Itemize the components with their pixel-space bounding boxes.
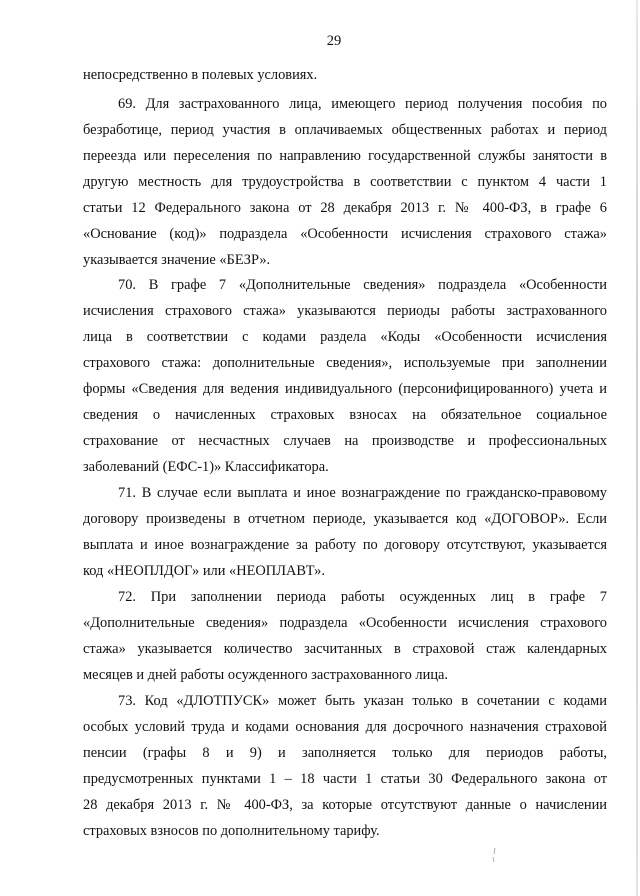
paragraph-70-line: 70. В графе 7 «Дополнительные сведения» подраздела «Особенности (118, 277, 607, 293)
paragraph-70-line: страхового стажа: дополнительные сведения», используемые при заполнении (83, 355, 607, 371)
paragraph-72-line: месяцев и дней работы осужденного застрахованного лица. (83, 667, 448, 683)
paragraph-72-line: 72. При заполнении периода работы осужденных лиц в графе 7 (118, 589, 607, 605)
paragraph-72-line: «Дополнительные сведения» подраздела «Особенности исчисления страхового (83, 615, 607, 631)
paragraph-73-line: предусмотренных пунктами 1 – 18 части 1 статьи 30 Федерального закона от (83, 771, 607, 787)
paragraph-70-line: формы «Сведения для ведения индивидуального (персонифицированного) учета и (83, 381, 607, 397)
paragraph-69-line: статьи 12 Федерального закона от 28 декабря 2013 г. № 400-ФЗ, в графе 6 (83, 200, 607, 216)
paragraph-70-line: сведения о начисленных страховых взносах на обязательное социальное (83, 407, 607, 423)
paragraph-73-line: пенсии (графы 8 и 9) и заполняется только для периодов работы, (83, 745, 607, 761)
page-number: 29 (326, 33, 342, 49)
paragraph-71-line: код «НЕОПЛДОГ» или «НЕОПЛАВТ». (83, 563, 325, 579)
paragraph-70-line: заболеваний (ЕФС-1)» Классификатора. (83, 459, 329, 475)
paragraph-71-line: выплата и иное вознаграждение за работу по договору отсутствуют, указывается (83, 537, 607, 553)
paragraph-70-line: лица в соответствии с кодами раздела «Коды «Особенности исчисления (83, 329, 607, 345)
paragraph-69-line: другую местность для трудоустройства в соответствии с пунктом 4 части 1 (83, 174, 607, 190)
paragraph-73-line: 28 декабря 2013 г. № 400-ФЗ, за которые отсутствуют данные о начислении (83, 797, 607, 813)
paragraph-69-line: «Основание (код)» подраздела «Особенности исчисления страхового стажа» (83, 226, 607, 242)
paragraph-70-line: исчисления страхового стажа» указываются периоды работы застрахованного (83, 303, 607, 319)
text-line: непосредственно в полевых условиях. (83, 67, 318, 83)
paragraph-69-line: указывается значение «БЕЗР». (83, 252, 271, 268)
paragraph-70-line: страхование от несчастных случаев на производстве и профессиональных (83, 433, 607, 449)
paragraph-72-line: стажа» указывается количество засчитанных в страховой стаж календарных (83, 641, 607, 657)
scan-edge-shadow (636, 0, 638, 896)
paragraph-69-line: переезда или переселения по направлению государственной службы занятости в (83, 148, 607, 164)
paragraph-73-line: страховых взносов по дополнительному тарифу. (83, 823, 380, 839)
scan-speck-mark (492, 848, 497, 862)
paragraph-71-line: договору произведены в отчетном периоде, указывается код «ДОГОВОР». Если (83, 511, 607, 527)
paragraph-69-line: 69. Для застрахованного лица, имеющего период получения пособия по (118, 96, 607, 112)
paragraph-73-line: особых условий труда и кодами основания для досрочного назначения страховой (83, 719, 607, 735)
paragraph-69-line: безработице, период участия в оплачиваемых общественных работах и период (83, 122, 607, 138)
paragraph-73-line: 73. Код «ДЛОТПУСК» может быть указан только в сочетании с кодами (118, 693, 607, 709)
paragraph-71-line: 71. В случае если выплата и иное вознаграждение по гражданско-правовому (118, 485, 607, 501)
